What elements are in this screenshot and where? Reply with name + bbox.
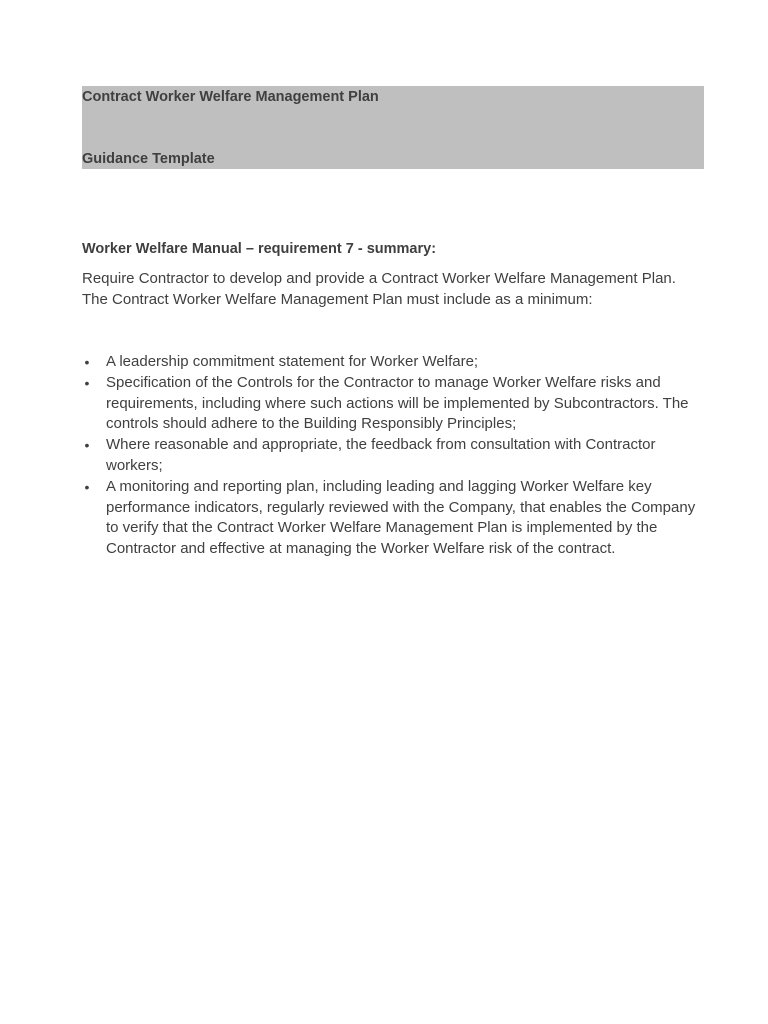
list-item <box>82 373 707 435</box>
list-item <box>82 477 707 560</box>
intro-paragraph-1: Require Contractor to develop and provide a Contract Worker Welfare Management Plan. <box>82 270 676 287</box>
list-item <box>82 435 707 477</box>
list-item-text: A leadership commitment statement for Worker Welfare; <box>106 353 479 370</box>
bullet-icon: • <box>84 437 90 454</box>
list-item-text: A monitoring and reporting plan, including leading and lagging Worker Welfare key performance indicators, regularly reviewed with the Company, that enables the Company to verify that the Contract Worker Welfare Management Plan is implemented by the Contractor and effective at managing the Worker Welfare risk of the contract. <box>106 477 696 558</box>
bullet-icon: • <box>84 354 90 370</box>
section-heading: Worker Welfare Manual – requirement 7 - summary: <box>82 241 437 257</box>
document-subtitle: Guidance Template <box>82 151 215 167</box>
bullet-icon: • <box>84 478 90 495</box>
intro-paragraph-2: The Contract Worker Welfare Management Plan must include as a minimum: <box>82 291 593 308</box>
bullet-icon: • <box>84 374 90 391</box>
intro-text <box>82 268 707 310</box>
title-banner <box>82 86 704 169</box>
list-item-text: Where reasonable and appropriate, the feedback from consultation with Contractor workers; <box>106 436 656 474</box>
list-item <box>82 352 707 373</box>
requirements-list <box>82 352 707 560</box>
document-title: Contract Worker Welfare Management Plan <box>82 89 379 105</box>
list-item-text: Specification of the Controls for the Contractor to manage Worker Welfare risks and requirements, including where such actions will be implemented by Subcontractors. The controls should adhere to the Building Responsibly Principles; <box>106 373 689 433</box>
